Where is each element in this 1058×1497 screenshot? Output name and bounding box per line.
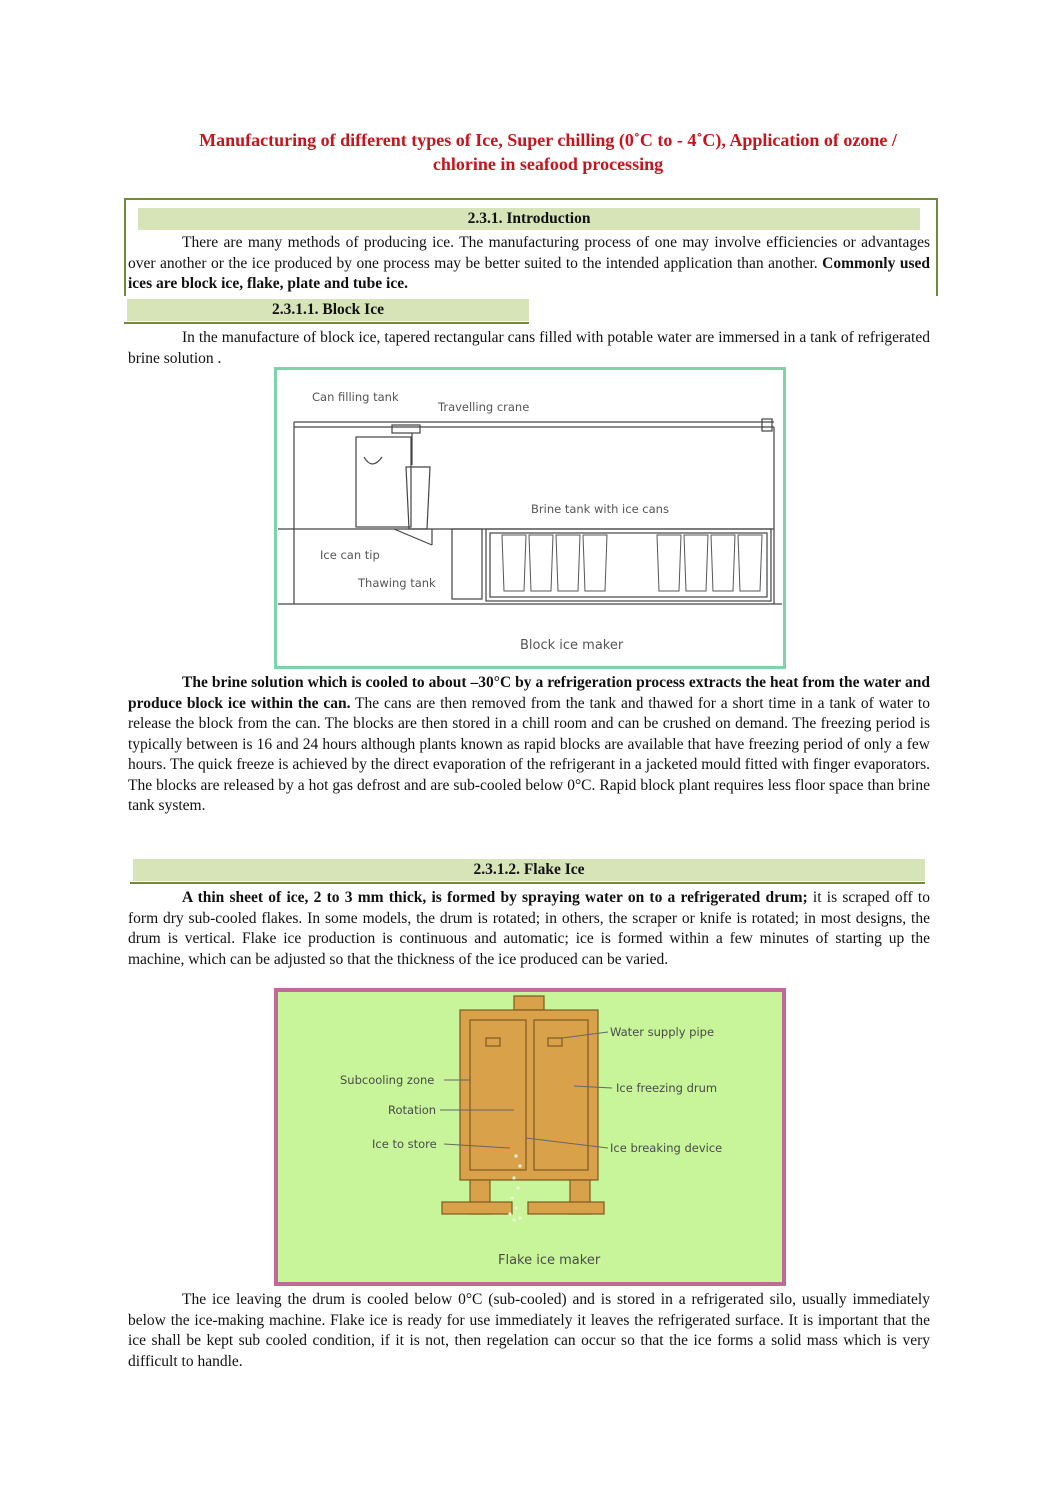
flake-ice-para2-text: The ice leaving the drum is cooled below 0°C (sub-cooled) and is stored in a refrigerated silo, usually immediately below the ice-making machine. Flake ice is ready for use immediately it leaves the refrigerated surface. It is important that the ice shall be kept sub cooled condition, if it is not, then regelation can occur so that the ice forms a solid mass which is very difficult to handle. xyxy=(128,1291,930,1370)
label-ice-to-store: Ice to store xyxy=(372,1137,437,1151)
intro-text: There are many methods of producing ice. The manufacturing process of one may involve efficiencies or advantages over another or the ice produced by one process may be better suited to the intended application than another. xyxy=(128,234,930,272)
page-title xyxy=(128,128,968,176)
label-thawing-tank: Thawing tank xyxy=(358,576,436,590)
label-ice-freezing-drum: Ice freezing drum xyxy=(616,1081,718,1095)
block-ice-heading: 2.3.1.1. Block Ice xyxy=(127,299,529,321)
label-rotation: Rotation xyxy=(388,1103,437,1117)
block-ice-para2-text: The cans are then removed from the tank and thawed for a short time in a tank of water to release the block from the can. The blocks are then stored in a chill room and can be crushed on demand. The freezing period is typically between is 16 and 24 hours although plants known as rapid blocks are available that have freezing period of only a few hours. The quick freeze is achieved by the direct evaporation of the refrigerant in a jacketed mould fitted with finger evaporators. The blocks are released by a hot gas defrost and are sub-cooled below 0°C. Rapid block plant requires less floor space than brine tank system. xyxy=(128,694,930,814)
label-brine-tank: Brine tank with ice cans xyxy=(531,502,669,516)
label-ice-breaking-device: Ice breaking device xyxy=(610,1141,723,1155)
label-can-filling-tank: Can filling tank xyxy=(312,390,399,404)
title-line-1: Manufacturing of different types of Ice, Super chilling (0˚C to - 4˚C), Application of ozone / xyxy=(199,130,897,150)
block-ice-heading-rule xyxy=(124,322,529,324)
flake-ice-paragraph-2 xyxy=(128,1290,930,1372)
intro-bold-text: Commonly used ices are block ice, flake, plate and tube ice. xyxy=(128,254,930,292)
flake-ice-figure xyxy=(274,988,786,1286)
flake-ice-para1-bold: A thin sheet of ice, 2 to 3 mm thick, is formed by spraying water on to a refrigerated drum; xyxy=(182,889,808,906)
label-ice-can-tip: Ice can tip xyxy=(320,548,380,562)
block-ice-figure xyxy=(274,367,786,669)
flake-ice-heading-rule xyxy=(130,882,925,884)
label-travelling-crane: Travelling crane xyxy=(438,400,530,414)
block-figure-caption: Block ice maker xyxy=(520,638,624,653)
label-subcooling-zone: Subcooling zone xyxy=(340,1073,435,1087)
flake-ice-heading: 2.3.1.2. Flake Ice xyxy=(133,859,925,881)
label-water-supply-pipe: Water supply pipe xyxy=(610,1025,715,1039)
flake-figure-caption: Flake ice maker xyxy=(498,1253,601,1268)
block-ice-paragraph-1 xyxy=(128,328,930,369)
flake-ice-para1-text: it is scraped off to form dry sub-cooled flakes. In some models, the drum is rotated; in others, the scraper or knife is rotated; in most designs, the drum is vertical. Flake ice production is continuous and automatic; ice is formed within a few minutes of starting up the machine, which can be adjusted so that the thickness of the ice produced can be varied. xyxy=(128,889,930,968)
flake-ice-paragraph-1 xyxy=(128,888,930,970)
block-ice-para1-text: In the manufacture of block ice, tapered rectangular cans filled with potable water are immersed in a tank of refrigerated brine solution . xyxy=(128,329,930,367)
title-line-2: chlorine in seafood processing xyxy=(432,154,664,174)
block-ice-paragraph-2 xyxy=(128,673,930,817)
intro-paragraph xyxy=(128,233,930,295)
block-ice-para2-bold: The brine solution which is cooled to about –30°C by a refrigeration process extracts the heat from the water and produce block ice within the can. xyxy=(128,674,930,712)
intro-heading: 2.3.1. Introduction xyxy=(138,208,920,230)
block-figure-border xyxy=(276,369,785,668)
